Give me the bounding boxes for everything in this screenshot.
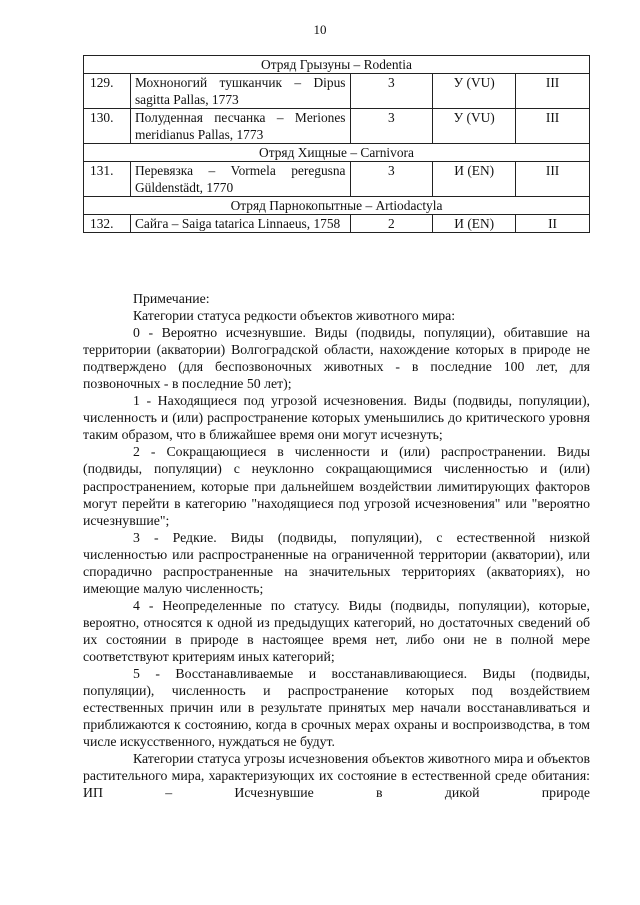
page-number: 10: [313, 22, 327, 37]
row-number: 129.: [84, 74, 131, 109]
conservation-priority: III: [516, 162, 590, 197]
species-name: Мохноногий тушканчик – Dipus sagitta Pallas, 1773: [130, 74, 350, 109]
table-row: [84, 109, 590, 144]
note-category-2: 2 - Сокращающиеся в численности и (или) распространении. Виды (подвиды, популяции) с неуклонно сокращающимися численностью и (или) распространением, которые при дальнейшем воздействии лимитирующих факторов могут перейти в категорию "находящиеся под угрозой исчезновения" или "вероятно исчезнувшие";: [83, 444, 590, 528]
species-table: [83, 55, 590, 233]
conservation-priority: II: [516, 215, 590, 233]
threat-status: И (EN): [433, 215, 516, 233]
order-header-row: [84, 197, 590, 215]
order-header-row: [84, 144, 590, 162]
order-header: Отряд Грызуны – Rodentia: [84, 56, 590, 74]
rarity-category: 2: [350, 215, 433, 233]
note-category-3: 3 - Редкие. Виды (подвиды, популяции), с естественной низкой численностью или распространенные на ограниченной территории (акватории), или спорадично распространенные на значительных территориях (акваториях), но имеющие малую численность;: [83, 529, 590, 596]
table-row: [84, 74, 590, 109]
species-table-body: [84, 56, 590, 233]
notes-section: [83, 290, 590, 801]
note-category-4: 4 - Неопределенные по статусу. Виды (подвиды, популяции), которые, вероятно, относятся к одной из предыдущих категорий, но достаточных сведений об их состоянии в природе в настоящее время нет, либо они не в полной мере соответствуют критериям иных категорий;: [83, 597, 590, 664]
note-category-1: 1 - Находящиеся под угрозой исчезновения. Виды (подвиды, популяции), численность и (или) распространение которых уменьшились до критического уровня таким образом, что в ближайшее время они могут исчезнуть;: [83, 393, 590, 443]
conservation-priority: III: [516, 109, 590, 144]
row-number: 130.: [84, 109, 131, 144]
order-header: Отряд Хищные – Carnivora: [84, 144, 590, 162]
note-category-0: 0 - Вероятно исчезнувшие. Виды (подвиды, популяции), обитавшие на территории (акватории) Волгоградской области, нахождение которых в природе не подтверждено (для беспозвоночных животных - в последние 100 лет, для позвоночных - в последние 50 лет);: [83, 325, 590, 392]
threat-status: У (VU): [433, 109, 516, 144]
table-row: [84, 215, 590, 233]
species-name: Полуденная песчанка – Meriones meridianus Pallas, 1773: [130, 109, 350, 144]
note-category-5: 5 - Восстанавливаемые и восстанавливающиеся. Виды (подвиды, популяции), численность и распространение которых под воздействием естественных причин или в результате принятых мер начали восстанавливаться и приближаются к состоянию, когда в срочных мерах охраны и воспроизводства, в том числе искусственного, нуждаться не будут.: [83, 666, 590, 750]
row-number: 132.: [84, 215, 131, 233]
species-name: Сайга – Saiga tatarica Linnaeus, 1758: [130, 215, 350, 233]
species-name: Перевязка – Vormela peregusna Güldenstädt, 1770: [130, 162, 350, 197]
row-number: 131.: [84, 162, 131, 197]
order-header: Отряд Парнокопытные – Artiodactyla: [84, 197, 590, 215]
notes-intro: Категории статуса редкости объектов животного мира:: [133, 308, 456, 324]
conservation-priority: III: [516, 74, 590, 109]
threat-status: У (VU): [433, 74, 516, 109]
threat-categories-intro: Категории статуса угрозы исчезновения объектов животного мира и объектов растительного мира, характеризующих их состояние в естественной среде обитания: ИП – Исчезнувшие в дикой природе: [83, 751, 590, 801]
threat-status: И (EN): [433, 162, 516, 197]
notes-heading: Примечание:: [133, 291, 210, 306]
rarity-category: 3: [350, 109, 433, 144]
order-header-row: [84, 56, 590, 74]
table-row: [84, 162, 590, 197]
rarity-category: 3: [350, 74, 433, 109]
rarity-category: 3: [350, 162, 433, 197]
